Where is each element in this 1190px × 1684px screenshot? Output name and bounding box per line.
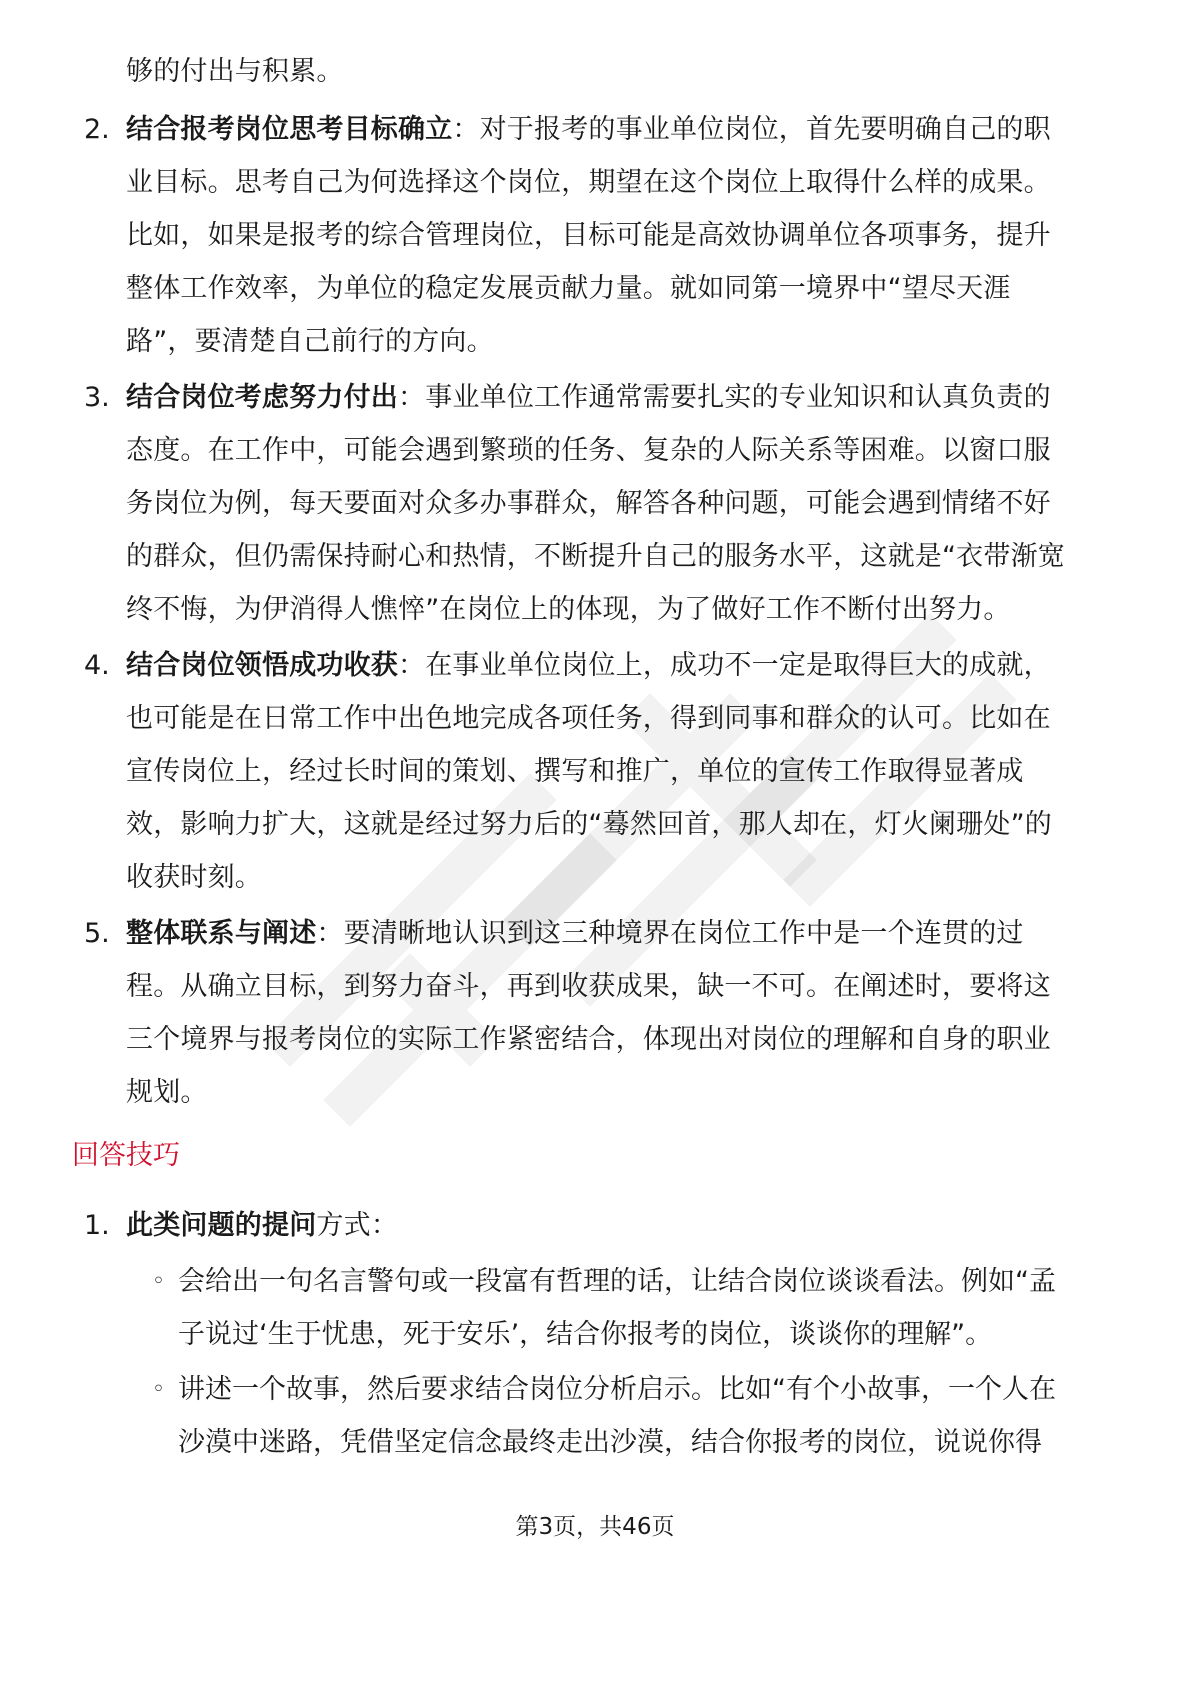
heading-bold: 结合岗位考虑 [126, 382, 290, 413]
bullet-marker: ◦ [152, 1377, 165, 1402]
item-number: 5. [84, 918, 110, 949]
item-text: 要清晰地认识到这三种境界在岗位工作中是一个连贯的过 [343, 918, 1024, 949]
item-text: 对于报考的事业单位岗位，首先要明确自己的职 [479, 114, 1051, 145]
item-text: 事业单位工作通常需要扎实的专业知识和认真负责的 [425, 382, 1051, 413]
item-number: 4. [84, 650, 110, 681]
item-text: 比如，如果是报考的综合管理岗位，目标可能是高效协调单位各项事务，提升 [126, 220, 1051, 251]
heading-rest: 方式 [316, 1210, 371, 1241]
item-number: 1. [84, 1210, 110, 1241]
item-text: 业目标。思考自己为何选择这个岗位，期望在这个岗位上取得什么样的成果。 [126, 167, 1051, 198]
page-footer: 第3页，共46页 [515, 1514, 675, 1540]
item-text: 效，影响力扩大，这就是经过努力后的“蓦然回首，那人却在，灯火阑珊处”的 [126, 809, 1052, 840]
item-text: 程。从确立目标，到努力奋斗，再到收获成果，缺一不可。在阐述时，要将这 [126, 971, 1051, 1002]
item-text: 整体工作效率，为单位的稳定发展贡献力量。就如同第一境界中“望尽天涯 [126, 273, 1011, 304]
bullet-text: 沙漠中迷路，凭借坚定信念最终走出沙漠，结合你报考的岗位，说说你得 [178, 1427, 1042, 1458]
item-text: 务岗位为例，每天要面对众多办事群众，解答各种问题，可能会遇到情绪不好 [126, 488, 1051, 519]
heading-bold: 结合岗位领悟 [126, 650, 290, 681]
item-text: 三个境界与报考岗位的实际工作紧密结合，体现出对岗位的理解和自身的职业 [126, 1024, 1051, 1055]
bullet-marker: ◦ [152, 1269, 165, 1294]
heading-bold: 整体联系 [126, 918, 235, 949]
item-text: 终不悔，为伊消得人憔悴”在岗位上的体现，为了做好工作不断付出努力。 [126, 594, 1011, 625]
list-item-heading [126, 646, 1051, 686]
bullet-text: 会给出一句名言警句或一段富有哲理的话，让结合岗位谈谈看法。例如“孟 [178, 1266, 1056, 1297]
item-text: 路”，要清楚自己前行的方向。 [126, 326, 494, 357]
item-number: 2. [84, 114, 110, 145]
list-item-heading [126, 110, 1051, 150]
item-number: 3. [84, 382, 110, 413]
list-item-heading [126, 378, 1051, 418]
heading-colon: ： [316, 918, 344, 949]
continuation-text: 够的付出与积累。 [126, 56, 344, 87]
item-text: 的群众，但仍需保持耐心和热情，不断提升自己的服务水平，这就是“衣带渐宽 [126, 541, 1065, 572]
heading-rest: 思考目标确立 [289, 114, 453, 145]
item-text: 宣传岗位上，经过长时间的策划、撰写和推广，单位的宣传工作取得显著成 [126, 756, 1024, 787]
item-text: 态度。在工作中，可能会遇到繁琐的任务、复杂的人际关系等困难。以窗口服 [126, 435, 1051, 466]
item-text: 也可能是在日常工作中出色地完成各项任务，得到同事和群众的认可。比如在 [126, 703, 1051, 734]
section-title: 回答技巧 [72, 1140, 180, 1171]
heading-colon: ： [398, 650, 426, 681]
heading-colon: ： [370, 1210, 399, 1241]
item-text: 收获时刻。 [126, 862, 262, 893]
heading-bold: 结合报考岗位 [126, 114, 290, 145]
bullet-text: 子说过‘生于忧患，死于安乐’，结合你报考的岗位，谈谈你的理解”。 [178, 1319, 993, 1350]
bullet-text: 讲述一个故事，然后要求结合岗位分析启示。比如“有个小故事，一个人在 [178, 1374, 1056, 1405]
heading-colon: ： [452, 114, 480, 145]
list-item-heading [126, 1206, 398, 1246]
item-text: 规划。 [126, 1077, 208, 1108]
heading-rest: 努力付出 [289, 382, 399, 413]
item-text: 在事业单位岗位上，成功不一定是取得巨大的成就， [425, 650, 1051, 681]
heading-bold: 此类问题的提问 [126, 1210, 317, 1241]
heading-rest: 与阐述 [234, 918, 317, 949]
heading-colon: ： [398, 382, 426, 413]
list-item-heading [126, 914, 1024, 954]
heading-rest: 成功收获 [289, 650, 399, 681]
